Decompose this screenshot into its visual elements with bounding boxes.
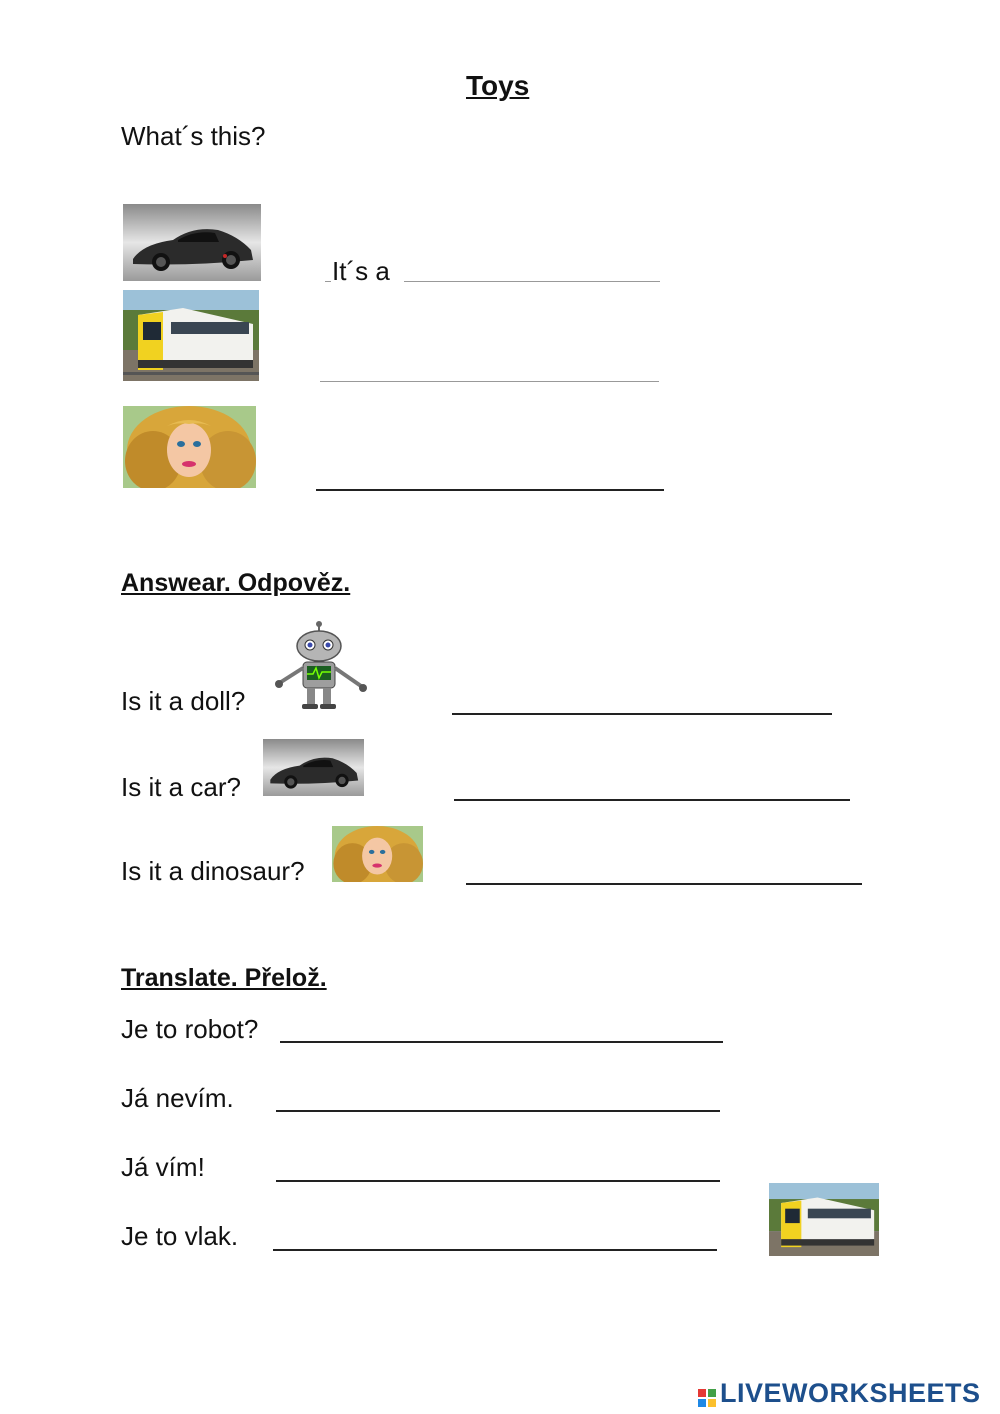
answer-line-car[interactable] (454, 799, 850, 801)
sentence-vim: Já vím! (121, 1152, 205, 1182)
translate-line-4[interactable] (273, 1249, 717, 1251)
section1-question: What´s this? (121, 121, 266, 151)
doll-image (332, 826, 423, 882)
answer-line-2[interactable] (320, 381, 659, 382)
answer-line-dinosaur[interactable] (466, 883, 862, 885)
sentence-vlak: Je to vlak. (121, 1221, 239, 1251)
car-image (123, 204, 261, 281)
robot-image (269, 620, 369, 710)
sentence-robot: Je to robot? (121, 1014, 259, 1044)
car-image (263, 739, 364, 796)
section3-heading: Translate. Přelož. (121, 964, 327, 992)
answer-line-3[interactable] (316, 489, 664, 491)
train-image (769, 1183, 879, 1256)
page-title: Toys (466, 70, 530, 101)
logo-text: LIVEWORKSHEETS (720, 1378, 981, 1408)
question-doll: Is it a doll? (121, 686, 246, 716)
question-dinosaur: Is it a dinosaur? (121, 856, 305, 886)
section2-heading: Answear. Odpověz. (121, 569, 351, 597)
liveworksheets-logo (698, 1378, 981, 1409)
answer-line-1[interactable] (404, 281, 660, 282)
answer-line-doll[interactable] (452, 713, 832, 715)
logo-icon (698, 1389, 716, 1407)
question-car: Is it a car? (121, 772, 241, 802)
translate-line-1[interactable] (280, 1041, 723, 1043)
doll-image (123, 406, 256, 488)
section1-prefix: It´s a (332, 256, 390, 286)
translate-line-3[interactable] (276, 1180, 720, 1182)
answer-line-1-lead (325, 281, 331, 282)
sentence-nevim: Já nevím. (121, 1083, 234, 1113)
translate-line-2[interactable] (276, 1110, 720, 1112)
train-image (123, 290, 259, 381)
